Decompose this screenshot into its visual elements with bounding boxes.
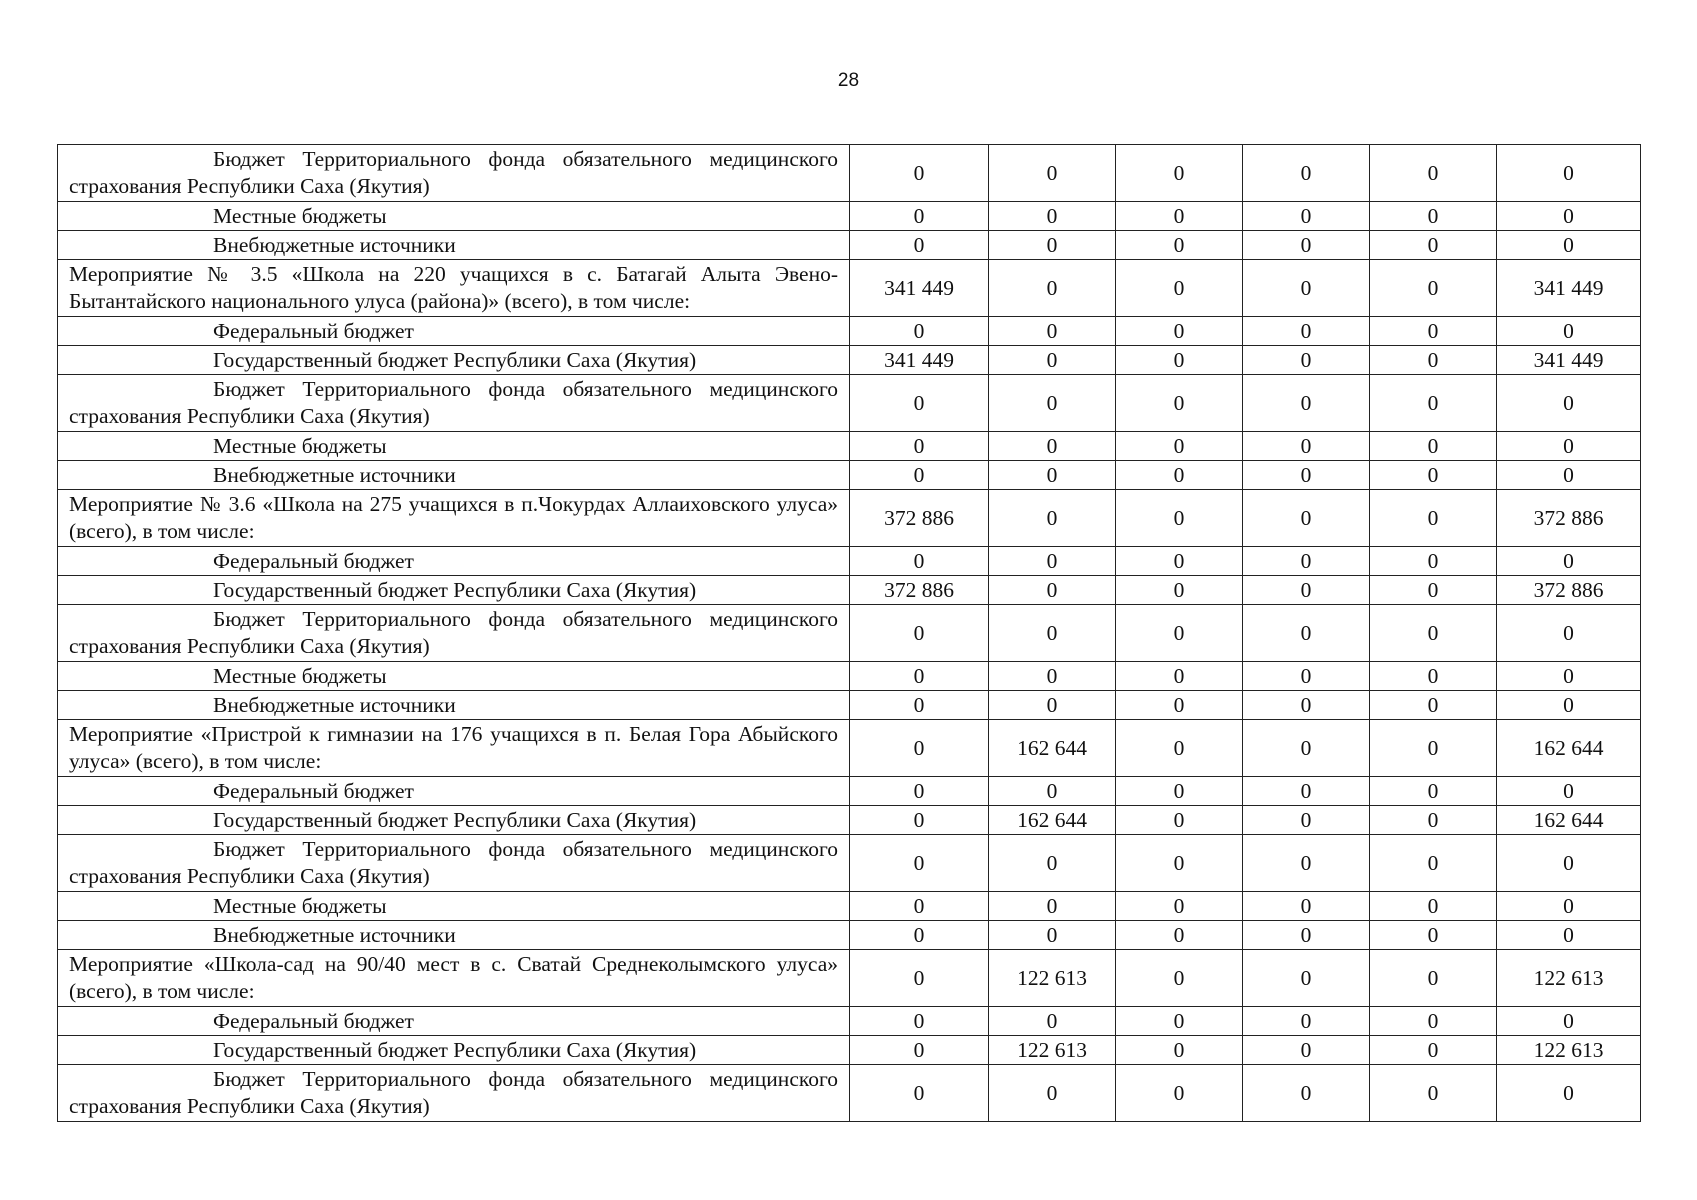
value-cell: 0 <box>1116 691 1243 720</box>
total-cell: 0 <box>1497 231 1641 260</box>
value-cell: 0 <box>989 317 1116 346</box>
value-cell: 0 <box>1243 375 1370 432</box>
value-cell: 0 <box>850 691 989 720</box>
value-cell: 0 <box>1116 1036 1243 1065</box>
value-cell: 0 <box>1116 662 1243 691</box>
value-cell: 0 <box>1243 145 1370 202</box>
activity-label-cell: Мероприятие № 3.5 «Школа на 220 учащихся в с. Батагай Алыта Эвено-Бытантайского национального улуса (района)» (всего), в том числе: <box>58 260 850 317</box>
value-cell: 0 <box>850 892 989 921</box>
value-cell: 0 <box>850 231 989 260</box>
value-cell: 0 <box>989 231 1116 260</box>
total-cell: 341 449 <box>1497 346 1641 375</box>
value-cell: 0 <box>989 346 1116 375</box>
total-cell: 0 <box>1497 1007 1641 1036</box>
value-cell: 0 <box>1116 490 1243 547</box>
budget-table <box>57 144 1641 1122</box>
table-row <box>58 1007 1641 1036</box>
value-cell: 0 <box>850 605 989 662</box>
value-cell: 0 <box>850 202 989 231</box>
value-cell: 0 <box>1116 921 1243 950</box>
source-label-cell: Государственный бюджет Республики Саха (Якутия) <box>58 1036 850 1065</box>
value-cell: 0 <box>1370 432 1497 461</box>
value-cell: 0 <box>850 835 989 892</box>
value-cell: 0 <box>1370 1036 1497 1065</box>
table-row <box>58 576 1641 605</box>
value-cell: 0 <box>1243 1036 1370 1065</box>
value-cell: 0 <box>1370 461 1497 490</box>
value-cell: 0 <box>1243 835 1370 892</box>
value-cell: 0 <box>1243 202 1370 231</box>
total-cell: 0 <box>1497 921 1641 950</box>
value-cell: 0 <box>1116 806 1243 835</box>
value-cell: 0 <box>1243 950 1370 1007</box>
source-label-cell: Федеральный бюджет <box>58 317 850 346</box>
value-cell: 0 <box>850 145 989 202</box>
value-cell: 0 <box>989 835 1116 892</box>
value-cell: 162 644 <box>989 720 1116 777</box>
value-cell: 341 449 <box>850 346 989 375</box>
source-label-cell: Бюджет Территориального фонда обязательного медицинского страхования Республики Саха (Якутия) <box>58 375 850 432</box>
source-label-cell: Местные бюджеты <box>58 662 850 691</box>
total-cell: 0 <box>1497 662 1641 691</box>
source-label-cell: Федеральный бюджет <box>58 547 850 576</box>
value-cell: 0 <box>1116 835 1243 892</box>
table-body <box>58 145 1641 1122</box>
table-row <box>58 231 1641 260</box>
table-row <box>58 375 1641 432</box>
value-cell: 0 <box>1370 835 1497 892</box>
source-label-cell: Бюджет Территориального фонда обязательного медицинского страхования Республики Саха (Якутия) <box>58 145 850 202</box>
source-label-cell: Бюджет Территориального фонда обязательного медицинского страхования Республики Саха (Якутия) <box>58 1065 850 1122</box>
value-cell: 0 <box>850 1065 989 1122</box>
value-cell: 0 <box>1243 921 1370 950</box>
value-cell: 0 <box>989 145 1116 202</box>
value-cell: 0 <box>1243 231 1370 260</box>
total-cell: 0 <box>1497 145 1641 202</box>
value-cell: 0 <box>850 432 989 461</box>
source-label-cell: Государственный бюджет Республики Саха (Якутия) <box>58 576 850 605</box>
table-row <box>58 547 1641 576</box>
value-cell: 0 <box>850 921 989 950</box>
total-cell: 122 613 <box>1497 1036 1641 1065</box>
value-cell: 0 <box>1243 605 1370 662</box>
value-cell: 0 <box>850 461 989 490</box>
table-row <box>58 346 1641 375</box>
source-label-cell: Внебюджетные источники <box>58 231 850 260</box>
value-cell: 0 <box>850 317 989 346</box>
total-cell: 0 <box>1497 892 1641 921</box>
value-cell: 0 <box>1116 605 1243 662</box>
value-cell: 0 <box>1370 490 1497 547</box>
value-cell: 0 <box>1116 432 1243 461</box>
value-cell: 0 <box>1116 1007 1243 1036</box>
value-cell: 0 <box>989 605 1116 662</box>
value-cell: 0 <box>1370 547 1497 576</box>
value-cell: 0 <box>989 375 1116 432</box>
value-cell: 0 <box>1116 202 1243 231</box>
source-label-cell: Внебюджетные источники <box>58 691 850 720</box>
source-label-cell: Федеральный бюджет <box>58 777 850 806</box>
value-cell: 0 <box>850 720 989 777</box>
value-cell: 0 <box>1370 1065 1497 1122</box>
table-row <box>58 777 1641 806</box>
value-cell: 0 <box>989 576 1116 605</box>
value-cell: 0 <box>1370 662 1497 691</box>
activity-label-cell: Мероприятие «Пристрой к гимназии на 176 учащихся в п. Белая Гора Абыйского улуса» (всего), в том числе: <box>58 720 850 777</box>
value-cell: 0 <box>989 1065 1116 1122</box>
source-label-cell: Внебюджетные источники <box>58 921 850 950</box>
value-cell: 0 <box>1370 145 1497 202</box>
value-cell: 0 <box>1243 346 1370 375</box>
total-cell: 0 <box>1497 461 1641 490</box>
value-cell: 0 <box>1370 1007 1497 1036</box>
value-cell: 0 <box>1370 892 1497 921</box>
value-cell: 0 <box>1116 260 1243 317</box>
table-row-activity <box>58 490 1641 547</box>
total-cell: 372 886 <box>1497 490 1641 547</box>
source-label-cell: Местные бюджеты <box>58 892 850 921</box>
value-cell: 341 449 <box>850 260 989 317</box>
value-cell: 0 <box>1243 461 1370 490</box>
value-cell: 0 <box>1116 461 1243 490</box>
table-row <box>58 921 1641 950</box>
value-cell: 0 <box>1243 777 1370 806</box>
value-cell: 0 <box>989 921 1116 950</box>
value-cell: 0 <box>1243 576 1370 605</box>
value-cell: 0 <box>989 777 1116 806</box>
total-cell: 0 <box>1497 547 1641 576</box>
table-row <box>58 605 1641 662</box>
value-cell: 0 <box>1370 605 1497 662</box>
value-cell: 0 <box>1243 260 1370 317</box>
value-cell: 0 <box>850 806 989 835</box>
table-row <box>58 1036 1641 1065</box>
total-cell: 0 <box>1497 605 1641 662</box>
table-row <box>58 806 1641 835</box>
value-cell: 372 886 <box>850 490 989 547</box>
value-cell: 122 613 <box>989 1036 1116 1065</box>
value-cell: 0 <box>850 777 989 806</box>
value-cell: 372 886 <box>850 576 989 605</box>
page-number: 28 <box>837 70 860 91</box>
table-row <box>58 835 1641 892</box>
value-cell: 0 <box>1370 806 1497 835</box>
total-cell: 0 <box>1497 202 1641 231</box>
value-cell: 0 <box>1370 202 1497 231</box>
value-cell: 0 <box>1243 547 1370 576</box>
total-cell: 0 <box>1497 1065 1641 1122</box>
activity-label-cell: Мероприятие «Школа-сад на 90/40 мест в с. Сватай Среднеколымского улуса» (всего), в том числе: <box>58 950 850 1007</box>
value-cell: 0 <box>989 691 1116 720</box>
value-cell: 0 <box>989 547 1116 576</box>
value-cell: 122 613 <box>989 950 1116 1007</box>
value-cell: 0 <box>989 1007 1116 1036</box>
source-label-cell: Государственный бюджет Республики Саха (Якутия) <box>58 806 850 835</box>
table-row-activity <box>58 950 1641 1007</box>
table-row <box>58 662 1641 691</box>
total-cell: 0 <box>1497 375 1641 432</box>
table-row <box>58 202 1641 231</box>
total-cell: 341 449 <box>1497 260 1641 317</box>
value-cell: 0 <box>1243 490 1370 547</box>
value-cell: 0 <box>989 461 1116 490</box>
value-cell: 0 <box>1116 950 1243 1007</box>
table-row <box>58 145 1641 202</box>
value-cell: 0 <box>1370 260 1497 317</box>
total-cell: 162 644 <box>1497 806 1641 835</box>
total-cell: 372 886 <box>1497 576 1641 605</box>
value-cell: 0 <box>989 490 1116 547</box>
total-cell: 122 613 <box>1497 950 1641 1007</box>
table-row <box>58 317 1641 346</box>
value-cell: 0 <box>850 1007 989 1036</box>
value-cell: 0 <box>1243 691 1370 720</box>
source-label-cell: Федеральный бюджет <box>58 1007 850 1036</box>
activity-label-cell: Мероприятие № 3.6 «Школа на 275 учащихся в п.Чокурдах Аллаиховского улуса» (всего), в том числе: <box>58 490 850 547</box>
table-row-activity <box>58 260 1641 317</box>
value-cell: 0 <box>1243 317 1370 346</box>
value-cell: 0 <box>850 1036 989 1065</box>
value-cell: 0 <box>1243 892 1370 921</box>
total-cell: 0 <box>1497 317 1641 346</box>
value-cell: 0 <box>1243 662 1370 691</box>
value-cell: 0 <box>1116 346 1243 375</box>
table-row <box>58 461 1641 490</box>
value-cell: 0 <box>1243 1007 1370 1036</box>
total-cell: 0 <box>1497 691 1641 720</box>
value-cell: 0 <box>1116 1065 1243 1122</box>
value-cell: 0 <box>850 547 989 576</box>
total-cell: 162 644 <box>1497 720 1641 777</box>
value-cell: 0 <box>850 375 989 432</box>
source-label-cell: Государственный бюджет Республики Саха (Якутия) <box>58 346 850 375</box>
table-row <box>58 432 1641 461</box>
value-cell: 162 644 <box>989 806 1116 835</box>
source-label-cell: Бюджет Территориального фонда обязательного медицинского страхования Республики Саха (Якутия) <box>58 835 850 892</box>
source-label-cell: Местные бюджеты <box>58 202 850 231</box>
value-cell: 0 <box>1116 145 1243 202</box>
value-cell: 0 <box>989 662 1116 691</box>
value-cell: 0 <box>1116 375 1243 432</box>
table-row-activity <box>58 720 1641 777</box>
value-cell: 0 <box>1370 346 1497 375</box>
value-cell: 0 <box>989 260 1116 317</box>
value-cell: 0 <box>989 432 1116 461</box>
value-cell: 0 <box>1116 892 1243 921</box>
value-cell: 0 <box>1370 950 1497 1007</box>
value-cell: 0 <box>989 892 1116 921</box>
value-cell: 0 <box>1116 547 1243 576</box>
value-cell: 0 <box>1370 921 1497 950</box>
value-cell: 0 <box>850 662 989 691</box>
value-cell: 0 <box>1243 720 1370 777</box>
value-cell: 0 <box>1370 375 1497 432</box>
table-row <box>58 691 1641 720</box>
value-cell: 0 <box>1243 806 1370 835</box>
value-cell: 0 <box>1370 691 1497 720</box>
table-row <box>58 1065 1641 1122</box>
source-label-cell: Внебюджетные источники <box>58 461 850 490</box>
total-cell: 0 <box>1497 432 1641 461</box>
value-cell: 0 <box>989 202 1116 231</box>
value-cell: 0 <box>1116 576 1243 605</box>
source-label-cell: Бюджет Территориального фонда обязательного медицинского страхования Республики Саха (Якутия) <box>58 605 850 662</box>
value-cell: 0 <box>1116 777 1243 806</box>
value-cell: 0 <box>1370 231 1497 260</box>
value-cell: 0 <box>1370 576 1497 605</box>
total-cell: 0 <box>1497 835 1641 892</box>
value-cell: 0 <box>1370 777 1497 806</box>
value-cell: 0 <box>1116 317 1243 346</box>
value-cell: 0 <box>1243 1065 1370 1122</box>
value-cell: 0 <box>850 950 989 1007</box>
value-cell: 0 <box>1243 432 1370 461</box>
table-row <box>58 892 1641 921</box>
value-cell: 0 <box>1370 317 1497 346</box>
value-cell: 0 <box>1370 720 1497 777</box>
value-cell: 0 <box>1116 231 1243 260</box>
total-cell: 0 <box>1497 777 1641 806</box>
value-cell: 0 <box>1116 720 1243 777</box>
source-label-cell: Местные бюджеты <box>58 432 850 461</box>
